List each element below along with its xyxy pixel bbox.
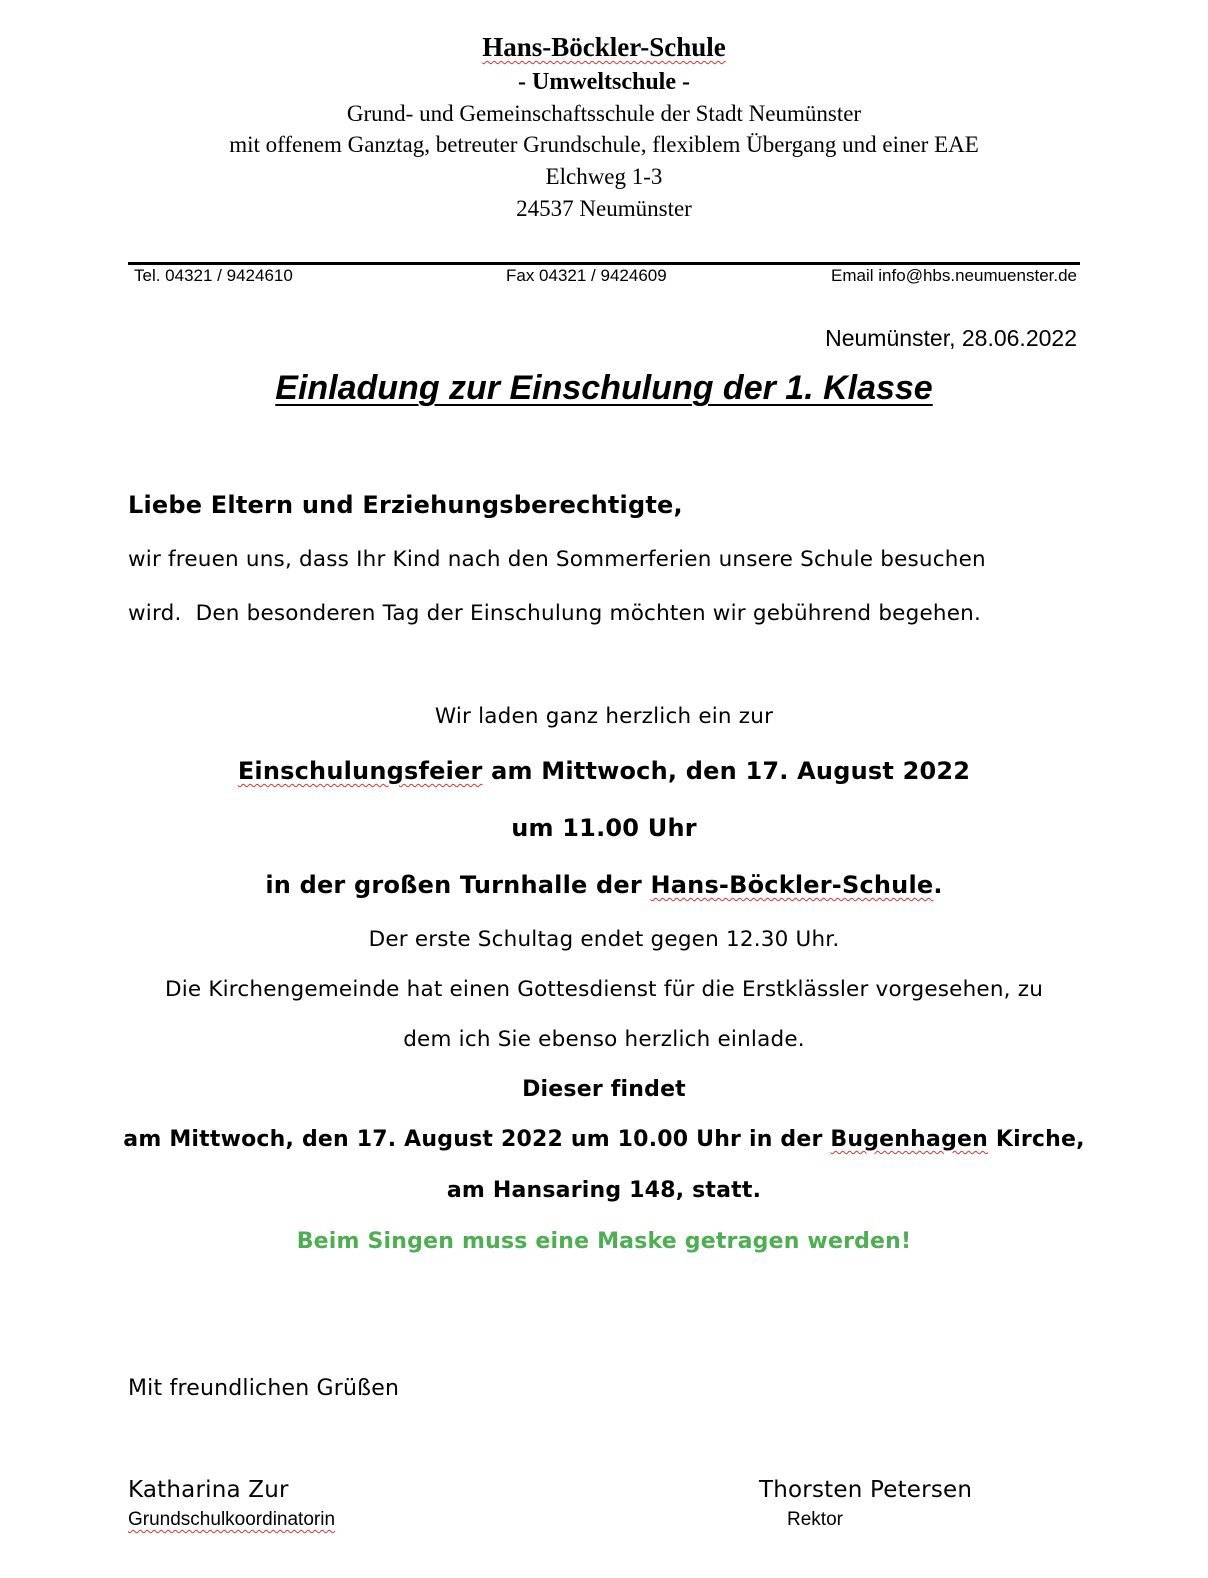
intro-line-1: wir freuen uns, dass Ihr Kind nach den Sommerferien unsere Schule besuchen (128, 547, 986, 572)
contact-email: Email info@hbs.neumuenster.de (831, 266, 1077, 285)
service-details (0, 1127, 1208, 1152)
church-line-2: dem ich Sie ebenso herzlich einlade. (403, 1027, 805, 1052)
closing: Mit freundlichen Grüßen (128, 1376, 400, 1401)
contact-fax: Fax 04321 / 9424609 (506, 266, 667, 285)
place-prefix: in der großen Turnhalle der (265, 871, 651, 899)
service-church: Bugenhagen (830, 1127, 989, 1152)
school-city: 24537 Neumünster (516, 196, 692, 221)
signature-left-role: Grundschulkoordinatorin (128, 1509, 336, 1530)
event-date: am Mittwoch, den 17. August 2022 (482, 757, 971, 785)
school-subtitle: - Umweltschule - (518, 69, 690, 95)
signature-left-name: Katharina Zur (128, 1477, 289, 1503)
school-type: Grund- und Gemeinschaftsschule der Stadt Neumünster (346, 101, 862, 126)
school-name: Hans-Böckler-Schule (482, 32, 726, 62)
signature-right-role: Rektor (787, 1509, 843, 1530)
event-place (0, 871, 1208, 899)
service-intro: Dieser findet (522, 1077, 686, 1102)
school-features: mit offenem Ganztag, betreuter Grundschule, flexiblem Übergang und einer EAE (229, 132, 979, 157)
mask-note: Beim Singen muss eine Maske getragen werden! (296, 1229, 912, 1254)
event-word: Einschulungsfeier (237, 757, 483, 785)
church-line-1: Die Kirchengemeinde hat einen Gottesdienst für die Erstklässler vorgesehen, zu (164, 977, 1044, 1002)
letter-date: Neumünster, 28.06.2022 (825, 325, 1077, 351)
event-time: um 11.00 Uhr (511, 814, 697, 842)
salutation: Liebe Eltern und Erziehungsberechtigte, (128, 491, 683, 519)
event-line (0, 757, 1208, 785)
intro-line-2: wird. Den besonderen Tag der Einschulung möchten wir gebührend begehen. (128, 601, 981, 626)
invite-line: Wir laden ganz herzlich ein zur (434, 704, 774, 729)
end-time: Der erste Schultag endet gegen 12.30 Uhr. (368, 927, 840, 952)
place-suffix: . (933, 871, 943, 899)
service-suffix: Kirche, (988, 1127, 1085, 1152)
school-street: Elchweg 1-3 (545, 164, 663, 189)
place-school: Hans-Böckler-Schule (650, 871, 934, 899)
signature-right-name: Thorsten Petersen (759, 1477, 973, 1503)
service-prefix: am Mittwoch, den 17. August 2022 um 10.00 Uhr in der (123, 1127, 831, 1152)
header-divider (128, 262, 1080, 265)
service-address: am Hansaring 148, statt. (446, 1178, 762, 1203)
contact-phone: Tel. 04321 / 9424610 (134, 266, 293, 285)
letter-title: Einladung zur Einschulung der 1. Klasse (275, 369, 933, 407)
